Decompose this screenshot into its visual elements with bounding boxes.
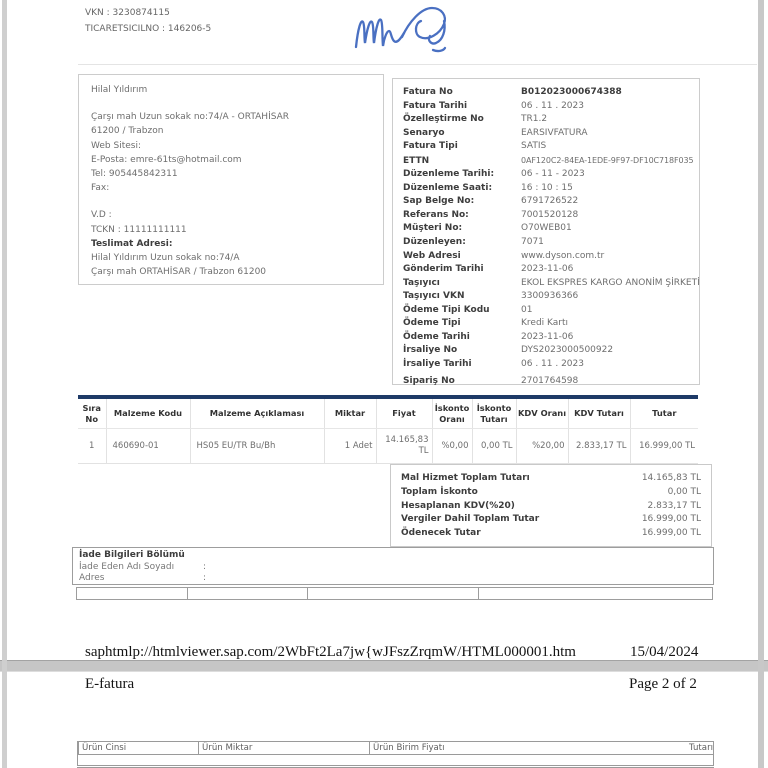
column-header: Sıra No	[78, 397, 106, 429]
invoice-field-row	[403, 375, 691, 389]
invoice-field-value: 7001520128	[521, 209, 579, 220]
invoice-field-value: EARSIVFATURA	[521, 127, 588, 138]
column-header: Fiyat	[376, 397, 432, 429]
invoice-field-row	[403, 344, 691, 358]
invoice-field-row	[403, 236, 691, 250]
customer-vd: V.D :	[91, 210, 112, 221]
invoice-field-label: Fatura Tarihi	[403, 100, 468, 111]
invoice-field-value: 7071	[521, 237, 544, 248]
issuer-tax-info	[85, 5, 211, 37]
cell-sira-no: 1	[78, 429, 106, 464]
line-item-row	[78, 429, 698, 464]
cell-kdv-tutari: 2.833,17 TL	[568, 429, 630, 464]
cell-tutar: 16.999,00 TL	[630, 429, 698, 464]
invoice-field-value: DYS2023000500922	[521, 345, 614, 356]
invoice-field-label: Düzenleyen:	[403, 237, 466, 248]
invoice-field-label: Taşıyıcı	[403, 277, 440, 288]
page-edge-left	[2, 0, 7, 768]
page2-title: E-fatura	[85, 676, 135, 692]
invoice-field-row	[403, 195, 691, 209]
customer-address-line2: 61200 / Trabzon	[91, 126, 164, 137]
invoice-field-row	[403, 127, 691, 141]
return-info-box	[72, 547, 714, 585]
invoice-field-label: Taşıyıcı VKN	[403, 291, 465, 302]
page-number-label: Page 2 of 2	[629, 676, 697, 692]
delivery-address-label: Teslimat Adresi:	[91, 238, 173, 249]
cell-iskonto-orani: %0,00	[432, 429, 472, 464]
invoice-field-row	[403, 317, 691, 331]
invoice-field-label: İrsaliye No	[403, 345, 458, 356]
invoice-field-row	[403, 222, 691, 236]
invoice-field-value: 2023-11-06	[521, 331, 574, 342]
product-column-header: Ürün Miktar	[198, 742, 369, 754]
delivery-address-line2: Çarşı mah ORTAHİSAR / Trabzon 61200	[91, 267, 267, 278]
invoice-field-value: 06 . 11 . 2023	[521, 100, 584, 111]
product-column-header: Tutarı	[689, 743, 713, 753]
total-row	[401, 486, 701, 500]
print-date: 15/04/2024	[630, 644, 699, 660]
invoice-field-value: 6791726522	[521, 196, 579, 207]
invoice-field-value: 06 . 11 . 2023	[521, 358, 584, 369]
invoice-field-row	[403, 86, 691, 100]
colon: :	[203, 561, 207, 572]
invoice-field-value: EKOL EKSPRES KARGO ANONİM ŞİRKETİ	[521, 277, 700, 288]
total-row	[401, 513, 701, 527]
line-items-table	[78, 395, 698, 464]
product-table-header-row	[77, 741, 714, 755]
invoice-fields-box	[392, 78, 700, 385]
cell-malzeme-kodu: 460690-01	[106, 429, 190, 464]
invoice-field-label: Gönderim Tarihi	[403, 264, 484, 275]
column-header: Tutar	[630, 397, 698, 429]
return-info-title: İade Bilgileri Bölümü	[79, 550, 185, 560]
invoice-field-row	[403, 113, 691, 127]
invoice-field-row	[403, 182, 691, 196]
customer-phone: Tel: 905445842311	[91, 169, 178, 180]
invoice-field-label: Senaryo	[403, 127, 445, 138]
invoice-field-value: 06 - 11 - 2023	[521, 169, 585, 180]
column-header: İskonto Oranı	[432, 397, 472, 429]
total-row	[401, 500, 701, 514]
invoice-field-label: Özelleştirme No	[403, 114, 484, 125]
invoice-field-row	[403, 100, 691, 114]
column-divider	[187, 588, 188, 599]
invoice-field-label: Ödeme Tarihi	[403, 331, 470, 342]
product-table-empty-row	[77, 755, 714, 766]
delivery-address-line1: Hilal Yıldırım Uzun sokak no:74/A	[91, 253, 240, 264]
invoice-field-row	[403, 263, 691, 277]
invoice-field-row	[403, 290, 691, 304]
cell-iskonto-tutari: 0,00 TL	[472, 429, 516, 464]
invoice-field-row	[403, 168, 691, 182]
invoice-field-value: www.dyson.com.tr	[521, 250, 605, 261]
return-field-label: İade Eden Adı Soyadı	[79, 561, 175, 572]
column-header: İskonto Tutarı	[472, 397, 516, 429]
invoice-field-label: Düzenleme Tarihi:	[403, 169, 495, 180]
cell-fiyat: 14.165,83 TL	[376, 429, 432, 464]
invoice-field-label: İrsaliye Tarihi	[403, 358, 472, 369]
total-label: Ödenecek Tutar	[401, 528, 481, 539]
customer-email: E-Posta: emre-61ts@hotmail.com	[91, 154, 242, 165]
invoice-field-row	[403, 140, 691, 154]
column-divider	[478, 588, 479, 599]
return-field-label: Adres	[79, 573, 105, 583]
invoice-field-label: Sipariş No	[403, 376, 455, 387]
invoice-field-row	[403, 277, 700, 291]
vkn-line: VKN : 3230874115	[85, 8, 170, 18]
invoice-field-label: Fatura Tipi	[403, 141, 458, 152]
invoice-field-row	[403, 250, 691, 264]
customer-address-line1: Çarşı mah Uzun sokak no:74/A - ORTAHİSAR	[91, 112, 290, 123]
invoice-field-value: 2023-11-06	[521, 264, 574, 275]
invoice-field-value: 0AF120C2-84EA-1EDE-9F97-DF10C718F035	[521, 155, 694, 165]
line-items-header-row	[78, 397, 698, 429]
total-label: Mal Hizmet Toplam Tutarı	[401, 473, 530, 483]
invoice-field-value: SATIS	[521, 141, 547, 152]
signature-scribble-icon	[346, 1, 450, 55]
total-value: 16.999,00 TL	[641, 528, 701, 539]
colon: :	[203, 573, 207, 583]
column-divider	[307, 588, 308, 599]
column-header: KDV Oranı	[516, 397, 568, 429]
header-divider-line	[78, 64, 757, 65]
invoice-field-value: Kredi Kartı	[521, 318, 569, 329]
sap-viewer-url: saphtmlp://htmlviewer.sap.com/2WbFt2La7jw{wJFszZrqmW/HTML000001.htm	[85, 644, 576, 660]
product-column-header: Ürün Birim Fiyatı	[369, 742, 686, 754]
invoice-field-label: Müşteri No:	[403, 223, 463, 234]
total-value: 2.833,17 TL	[647, 500, 701, 511]
invoice-field-label: Referans No:	[403, 209, 469, 220]
product-column-header: Ürün Cinsi	[78, 742, 198, 754]
trade-registry-line: TICARETSICILNO : 146206-5	[85, 24, 212, 34]
invoice-field-label: Düzenleme Saati:	[403, 182, 493, 193]
invoice-field-label: Ödeme Tipi Kodu	[403, 304, 490, 315]
column-header: Malzeme Kodu	[106, 397, 190, 429]
column-header: Miktar	[324, 397, 376, 429]
invoice-field-value: 16 : 10 : 15	[521, 182, 573, 193]
invoice-field-value: TR1.2	[521, 114, 548, 125]
column-header: Malzeme Açıklaması	[190, 397, 324, 429]
invoice-field-value: 2701764598	[521, 376, 579, 387]
invoice-field-row	[403, 331, 691, 345]
invoice-field-label: Web Adresi	[403, 250, 461, 261]
total-label: Vergiler Dahil Toplam Tutar	[401, 514, 540, 525]
customer-fax: Fax:	[91, 183, 110, 194]
customer-website: Web Sitesi:	[91, 140, 141, 151]
invoice-field-row	[403, 358, 691, 372]
invoice-field-row	[403, 154, 694, 169]
product-table	[77, 741, 714, 768]
customer-info-box	[78, 74, 384, 285]
page-break-divider	[0, 660, 768, 672]
invoice-field-value: B012023000674388	[521, 87, 622, 97]
invoice-field-value: 3300936366	[521, 291, 579, 302]
invoice-page-2	[0, 671, 768, 768]
totals-box	[390, 464, 712, 547]
invoice-field-label: Ödeme Tipi	[403, 318, 461, 329]
empty-return-table-row	[76, 587, 713, 600]
cell-malzeme-aciklamasi: HS05 EU/TR Bu/Bh	[190, 429, 324, 464]
invoice-field-row	[403, 304, 691, 318]
column-header: KDV Tutarı	[568, 397, 630, 429]
cell-miktar: 1 Adet	[324, 429, 376, 464]
cell-kdv-orani: %20,00	[516, 429, 568, 464]
invoice-field-value: 01	[521, 304, 533, 315]
return-info-row	[79, 573, 707, 585]
return-info-row	[79, 562, 707, 574]
total-value: 14.165,83 TL	[641, 473, 701, 483]
invoice-field-value: O70WEB01	[521, 223, 572, 234]
total-row	[401, 527, 701, 541]
total-value: 0,00 TL	[667, 486, 701, 497]
invoice-field-label: Sap Belge No:	[403, 196, 475, 207]
total-value: 16.999,00 TL	[641, 514, 701, 525]
page-edge-right	[758, 0, 764, 768]
total-label: Hesaplanan KDV(%20)	[401, 500, 515, 511]
invoice-field-row	[403, 209, 691, 223]
total-row	[401, 472, 701, 486]
invoice-field-label: Fatura No	[403, 87, 453, 97]
invoice-field-label: ETTN	[403, 155, 430, 166]
customer-name: Hilal Yıldırım	[91, 85, 148, 95]
total-label: Toplam İskonto	[401, 486, 478, 497]
customer-tckn: TCKN : 11111111111	[91, 224, 187, 235]
